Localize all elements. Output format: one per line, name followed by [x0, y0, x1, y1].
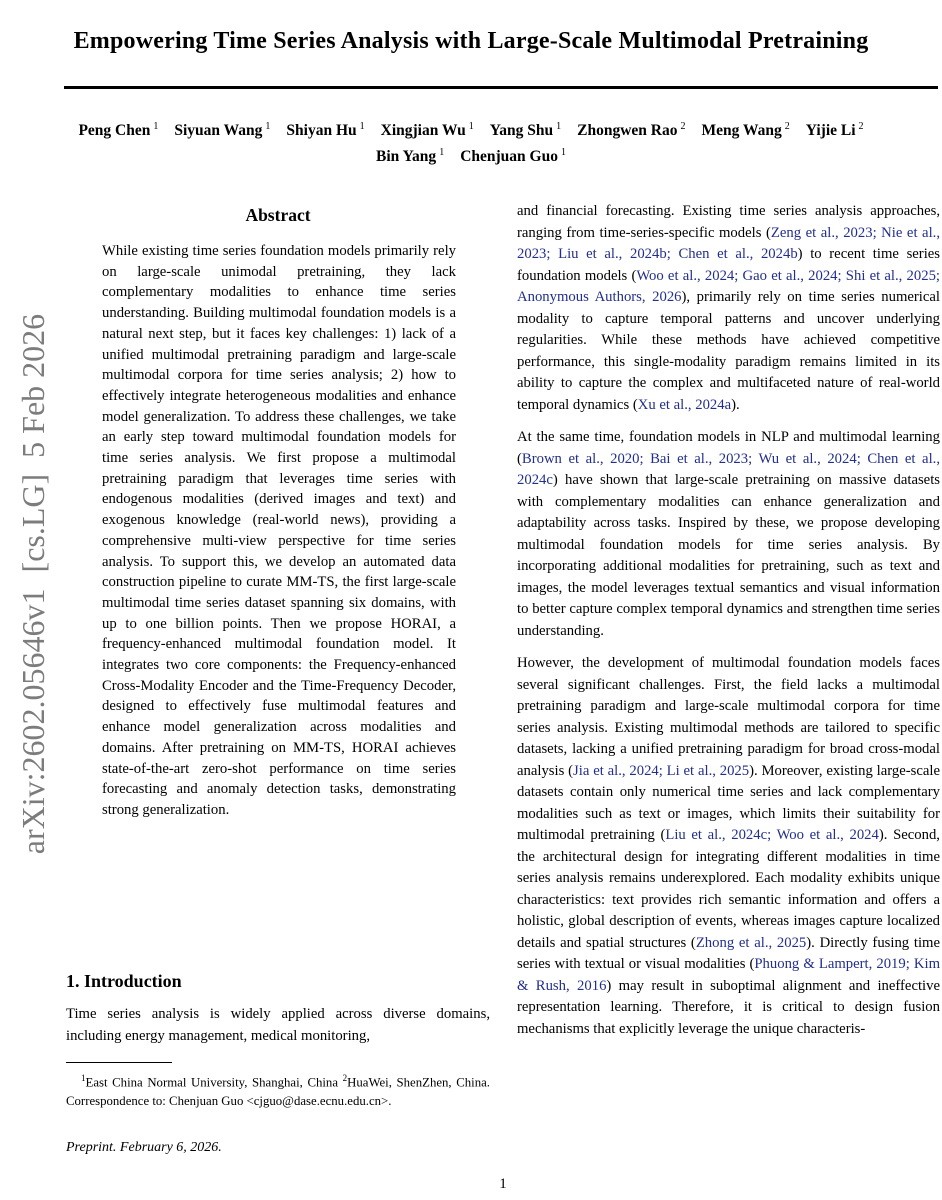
- text-run: HuaWei, ShenZhen, China. Correspondence to: Chenjuan Guo <cjguo@dase.ecnu.edu.cn>.: [66, 1075, 491, 1108]
- author-name: Peng Chen: [78, 122, 151, 140]
- body-paragraph: [517, 653, 940, 1040]
- abstract-text: While existing time series foundation models primarily rely on large-scale unimodal pretraining, they lack complementary modalities to enhance time series understanding. Building multimodal foundation models is a natural next step, but it faces key challenges: 1) lack of a unified multimodal pretraining paradigm and large-scale multimodal corpora for time series analysis; 2) how to effectively integrate heterogeneous modalities and enhance model generalization. To address these challenges, we take an early step toward multimodal foundation models for time series analysis. We first propose a multimodal pretraining paradigm that leverages time series with endogenous modalities (derived images and text) and exogenous knowledge (real-world news), providing a comprehensive multi-view perspective for time series analysis. To support this, we develop an automated data construction pipeline to curate MM-TS, the first large-scale multimodal time series dataset spanning six domains, with up to one billion points. Then we propose HORAI, a frequency-enhanced multimodal foundation model. It integrates two core components: the Frequency-enhanced Cross-Modality Encoder and the Time-Frequency Decoder, designed to effectively fuse multimodal features and enhance model generalization across modalities and domains. After pretraining on MM-TS, HORAI achieves state-of-the-art zero-shot performance on time series forecasting and anomaly detection tasks, demonstrating strong generalization.: [102, 243, 456, 818]
- author-name: Xingjian Wu: [380, 122, 466, 140]
- author-name: Zhongwen Rao: [577, 122, 678, 140]
- author-name: Bin Yang: [376, 148, 437, 166]
- author: [78, 122, 158, 139]
- author: [701, 122, 789, 139]
- footnote-marker: 1: [81, 1073, 86, 1083]
- author-name: Shiyan Hu: [286, 122, 357, 140]
- citation-link[interactable]: Zeng et al., 2023; Nie et al., 2023; Liu et al., 2024b; Chen et al., 2024b: [517, 224, 940, 262]
- author-name: Yijie Li: [805, 122, 856, 140]
- text-run: ) to recent time series foundation models (: [517, 246, 941, 284]
- affiliation-marker: 2: [784, 121, 790, 132]
- affiliation-marker: 1: [265, 121, 271, 132]
- author: [381, 122, 474, 139]
- affiliation-marker: 1: [556, 121, 562, 132]
- author: [490, 122, 561, 139]
- author: [174, 122, 270, 139]
- author: [806, 122, 864, 139]
- title-rule: [64, 86, 938, 89]
- preprint-note: Preprint. February 6, 2026.: [66, 1140, 222, 1155]
- author: [286, 122, 364, 139]
- text-run: ) may result in suboptimal alignment and ineffective representation learning. Therefore, it is critical to design fusion mechanisms that explicitly leverage the unique characteris-: [517, 977, 940, 1037]
- affiliation-marker: 1: [153, 121, 159, 132]
- footnote-rule: [66, 1062, 172, 1063]
- affiliation-marker: 1: [468, 121, 474, 132]
- affiliation-marker: 2: [858, 121, 864, 132]
- text-run: ). Second, the architectural design for integrating different modalities in time series analysis remains underexplored. Each modality exhibits unique characteristics: text provides rich semantic information and offers a holistic, global description of events, whereas images capture localized details and spatial structures (: [517, 827, 940, 951]
- text-run: ). Directly fusing time series with textual or visual modalities (: [517, 934, 940, 972]
- footnote-marker: 2: [342, 1073, 348, 1083]
- author-line-1: [0, 121, 942, 140]
- text-run: ) have shown that large-scale pretraining on massive datasets with complementary modalities can enhance generalization and adaptability across tasks. Inspired by these, we propose developing multimodal foundation models for time series analysis. By incorporating additional modalities for pretraining, such as text and images, the model leverages textual semantics and visual information to better capture complex temporal dynamics and strengthen time series understanding.: [517, 472, 940, 639]
- affiliation-marker: 2: [680, 121, 686, 132]
- text-run: However, the development of multimodal foundation models faces several significant challenges. First, the field lacks a multimodal pretraining paradigm and large-scale multimodal corpora for time series analysis. Existing multimodal methods are tailored to specific datasets, lacking a unified pretraining paradigm for broad cross-modal analysis (: [517, 655, 940, 779]
- body-paragraph: [517, 427, 940, 642]
- author: [460, 148, 566, 165]
- author-name: Yang Shu: [489, 122, 554, 140]
- affiliation-marker: 1: [560, 147, 566, 158]
- page-number: 1: [499, 1176, 507, 1192]
- citation-link[interactable]: Woo et al., 2024; Gao et al., 2024; Shi et al., 2025; Anonymous Authors, 2026: [517, 267, 940, 305]
- body-paragraph: [517, 201, 940, 416]
- citation-link[interactable]: Zhong et al., 2025: [695, 934, 807, 951]
- affiliation-marker: 1: [359, 121, 365, 132]
- author: [577, 122, 685, 139]
- affiliation-marker: 1: [439, 147, 445, 158]
- citation-link[interactable]: Liu et al., 2024c; Woo et al., 2024: [665, 827, 879, 843]
- author-name: Siyuan Wang: [174, 122, 263, 140]
- introduction-text: Time series analysis is widely applied across diverse domains, including energy management, medical monitoring,: [66, 1006, 490, 1044]
- text-run: ), primarily rely on time series numerical modality to capture temporal patterns and uncover underlying regularities. While these methods have achieved competitive performance, this single-modality paradigm remains limited in its ability to capture the complex and multifaceted nature of real-world temporal dynamics (: [517, 289, 940, 413]
- affiliation-footnote: [66, 1069, 490, 1110]
- text-run: and financial forecasting. Existing time series analysis approaches, ranging from time-series-specific models (: [517, 203, 940, 241]
- author-line-2: [0, 147, 942, 166]
- citation-link[interactable]: Xu et al., 2024a: [637, 396, 732, 413]
- text-run: East China Normal University, Shanghai, China: [85, 1075, 343, 1090]
- text-run: ). Moreover, existing large-scale datasets contain only numerical time series and lack complementary modalities such as text or images, which limits their suitability for multimodal pretraining (: [517, 762, 940, 843]
- citation-link[interactable]: Phuong & Lampert, 2019; Kim & Rush, 2016: [517, 956, 940, 994]
- paper-title: Empowering Time Series Analysis with Large-Scale Multimodal Pretraining: [73, 28, 869, 54]
- citation-link[interactable]: Brown et al., 2020; Bai et al., 2023; Wu et al., 2024; Chen et al., 2024c: [517, 450, 940, 488]
- citation-link[interactable]: Jia et al., 2024; Li et al., 2025: [573, 762, 750, 779]
- arxiv-watermark: arXiv:2602.05646v1 [cs.LG] 5 Feb 2026: [15, 313, 51, 855]
- text-run: ).: [731, 396, 740, 413]
- right-column: [517, 201, 940, 1051]
- author: [376, 148, 444, 165]
- author-name: Meng Wang: [701, 122, 782, 140]
- section-heading-introduction: 1. Introduction: [66, 971, 182, 991]
- text-run: At the same time, foundation models in NLP and multimodal learning (: [517, 429, 940, 467]
- abstract-heading: Abstract: [245, 205, 311, 225]
- author-name: Chenjuan Guo: [460, 148, 558, 166]
